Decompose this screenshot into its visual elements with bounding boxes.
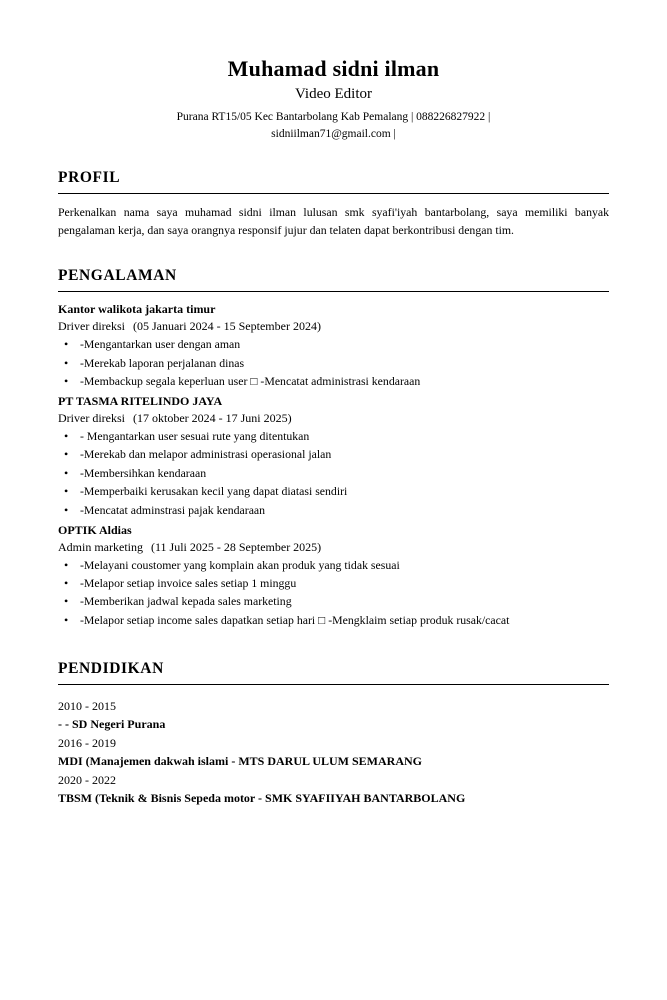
- list-item: • -Mencatat adminstrasi pajak kendaraan: [58, 502, 609, 520]
- contact-info: [99, 109, 569, 142]
- experience-position-line: [58, 318, 609, 335]
- education-entry: [58, 697, 609, 733]
- experience-company: Kantor walikota jakarta timur: [58, 302, 216, 317]
- experience-position-line: [58, 410, 609, 427]
- education-years: 2010 - 2015: [58, 698, 116, 713]
- education-entry: [58, 771, 609, 807]
- list-item: • -Membackup segala keperluan user □ -Mencatat administrasi kendaraan: [58, 373, 609, 391]
- list-item: • -Melapor setiap invoice sales setiap 1 minggu: [58, 575, 609, 593]
- education-school: MDI (Manajemen dakwah islami - MTS DARUL ULUM SEMARANG: [58, 753, 423, 768]
- education-school: - - SD Negeri Purana: [58, 716, 166, 731]
- section-heading-pengalaman: PENGALAMAN: [58, 267, 177, 285]
- contact-line-1: Purana RT15/05 Kec Bantarbolang Kab Pemalang | 088226827922 |: [176, 111, 491, 124]
- job-title-subtitle: Video Editor: [295, 86, 372, 103]
- list-item: • -Melapor setiap income sales dapatkan setiap hari □ -Mengklaim setiap produk rusak/cacat: [58, 612, 609, 630]
- list-item: • -Merekab laporan perjalanan dinas: [58, 355, 609, 373]
- experience-bullet-list: [58, 557, 609, 630]
- list-item: • -Melayani coustomer yang komplain akan produk yang tidak sesuai: [58, 557, 609, 575]
- experience-bullet-list: [58, 336, 609, 391]
- experience-entry: [58, 393, 609, 520]
- section-divider-profil: [58, 193, 609, 194]
- education-school: TBSM (Teknik & Bisnis Sepeda motor - SMK SYAFIIYAH BANTARBOLANG: [58, 790, 466, 805]
- resume-header: [58, 56, 609, 143]
- section-divider-pengalaman: [58, 291, 609, 292]
- education-years: 2016 - 2019: [58, 735, 116, 750]
- experience-bullet-list: [58, 428, 609, 520]
- experience-dates: (17 oktober 2024 - 17 Juni 2025): [132, 411, 292, 426]
- list-item: • -Memberikan jadwal kepada sales marketing: [58, 593, 609, 611]
- section-divider-pendidikan: [58, 684, 609, 685]
- experience-dates: (05 Januari 2024 - 15 September 2024): [132, 319, 321, 334]
- experience-position: Admin marketing: [58, 539, 143, 554]
- experience-position-line: [58, 539, 609, 556]
- experience-entry: [58, 301, 609, 391]
- list-item: • -Mengantarkan user dengan aman: [58, 336, 609, 354]
- experience-position: Driver direksi: [58, 319, 125, 334]
- list-item: • -Merekab dan melapor administrasi operasional jalan: [58, 446, 609, 464]
- page-title: Muhamad sidni ilman: [227, 56, 440, 81]
- contact-line-2: sidniilman71@gmail.com |: [271, 127, 396, 140]
- profile-paragraph: Perkenalkan nama saya muhamad sidni ilman lulusan smk syafi'iyah bantarbolang, saya memiliki banyak pengalaman kerja, dan saya orangnya responsif jujur dan telaten dapat berkontribusi dengan tim.: [58, 204, 609, 237]
- list-item: • -Membersihkan kendaraan: [58, 465, 609, 483]
- education-entry: [58, 734, 609, 770]
- experience-company: PT TASMA RITELINDO JAYA: [58, 393, 223, 408]
- section-heading-pendidikan: PENDIDIKAN: [58, 659, 164, 677]
- education-years: 2020 - 2022: [58, 772, 116, 787]
- experience-position: Driver direksi: [58, 411, 125, 426]
- list-item: • - Mengantarkan user sesuai rute yang ditentukan: [58, 428, 609, 446]
- experience-company: OPTIK Aldias: [58, 522, 132, 537]
- section-heading-profil: PROFIL: [58, 168, 121, 186]
- list-item: • -Memperbaiki kerusakan kecil yang dapat diatasi sendiri: [58, 483, 609, 501]
- experience-dates: (11 Juli 2025 - 28 September 2025): [150, 539, 322, 554]
- experience-entry: [58, 522, 609, 630]
